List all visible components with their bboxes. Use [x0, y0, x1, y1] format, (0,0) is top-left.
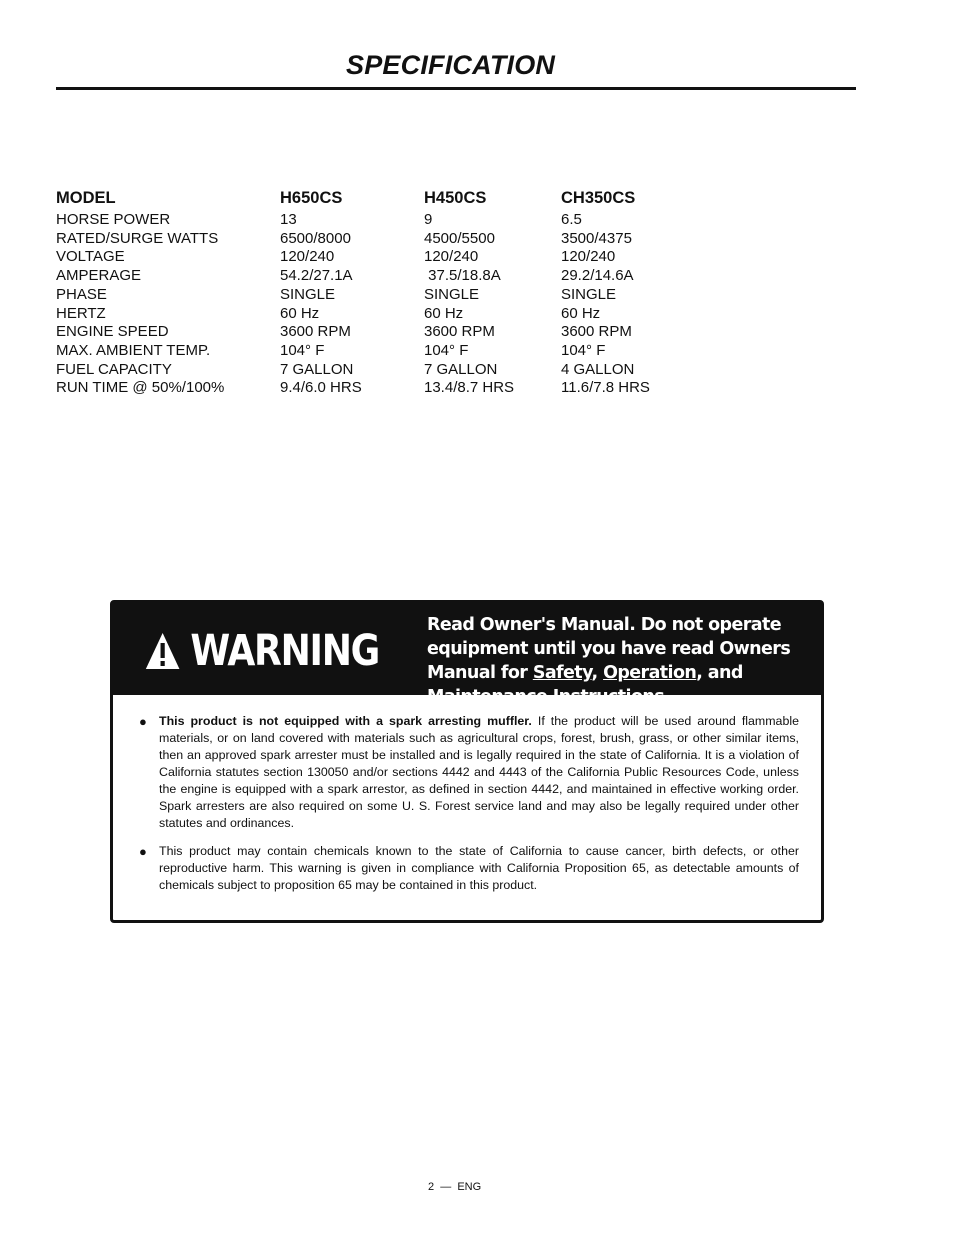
warning-message-text: Read Owner's Manual. Do not operate equipment until you have read Owners Manual for [427, 615, 791, 683]
spark-arrester-details: If the product will be used around flammable materials, or on land covered with materials such as agricultural crops, forest, brush, grass, or other similar items, then an approved spark arrester must be installed and is legally required in the state of California. It is a violation of California statutes section 130050 and/or sections 4442 and 4443 of the California Public Resources Code, unless the engine is equipped with a spark arrestor, as defined in section 4442, and maintained in effective working order. Spark arresters are also required on some U. S. Forest service land and may also be legally required under other statutes and ordinances. [159, 714, 799, 830]
warning-triangle-icon [145, 632, 180, 670]
spec-label: RUN TIME @ 50%/100% [56, 379, 225, 397]
spec-value: SINGLE [424, 285, 480, 303]
spec-value: 37.5/18.8A [424, 267, 501, 285]
spec-value: 9.4/6.0 HRS [280, 379, 362, 397]
table-header-row [56, 188, 681, 211]
spec-value: 3600 RPM [280, 323, 351, 341]
spec-value: 4500/5500 [424, 229, 495, 247]
warning-box [110, 600, 824, 923]
spec-label: PHASE [56, 285, 107, 303]
spec-value: 3500/4375 [561, 229, 632, 247]
warning-word: WARNING [190, 626, 380, 676]
spec-value: 54.2/27.1A [280, 267, 353, 285]
table-row [56, 267, 681, 286]
table-row [56, 342, 681, 361]
warning-message [427, 613, 817, 709]
spec-value: 4 GALLON [561, 360, 635, 378]
operation-reference: Operation [603, 663, 697, 683]
spec-value: 6500/8000 [280, 229, 351, 247]
spec-value: 7 GALLON [424, 360, 498, 378]
bullet-icon: ● [139, 844, 147, 859]
spec-label: VOLTAGE [56, 248, 125, 266]
spec-label: RATED/SURGE WATTS [56, 229, 219, 247]
table-row [56, 305, 681, 324]
spec-value: 120/240 [424, 248, 479, 266]
spec-value: 60 Hz [561, 304, 601, 322]
separator: , and [696, 663, 743, 683]
spec-value: 11.6/7.8 HRS [561, 379, 650, 397]
spec-value: 60 Hz [280, 304, 320, 322]
spec-value: 3600 RPM [561, 323, 632, 341]
warning-header [113, 603, 821, 707]
table-row [56, 230, 681, 249]
spec-label: HORSE POWER [56, 211, 171, 228]
maintenance-reference: Maintenance Instructions [427, 687, 665, 707]
spec-label: MAX. AMBIENT TEMP. [56, 341, 211, 359]
table-row [56, 361, 681, 380]
spec-label: AMPERAGE [56, 267, 142, 285]
page-title: SPECIFICATION [346, 50, 556, 80]
spec-value: 13 [280, 211, 297, 228]
bullet-icon: ● [139, 714, 147, 729]
safety-reference: Safety [532, 663, 592, 683]
spec-value: 104° F [424, 341, 469, 359]
warning-body [135, 713, 799, 894]
spec-value: 29.2/14.6A [561, 267, 634, 285]
separator: , [591, 663, 604, 683]
list-item [135, 713, 799, 832]
spec-value: 120/240 [280, 248, 335, 266]
table-row [56, 379, 681, 398]
spec-value: 104° F [280, 341, 325, 359]
spec-value: 9 [424, 211, 433, 228]
table-row [56, 286, 681, 305]
spec-value: 104° F [561, 341, 606, 359]
spec-value: SINGLE [280, 285, 336, 303]
separator: . [664, 687, 671, 707]
column-header: H650CS [280, 189, 343, 207]
spec-value: 13.4/8.7 HRS [424, 379, 515, 397]
warning-title [145, 626, 379, 676]
spec-value: 60 Hz [424, 304, 464, 322]
list-item [135, 843, 799, 894]
spec-value: 120/240 [561, 248, 616, 266]
spec-value: 7 GALLON [280, 360, 354, 378]
table-row [56, 211, 681, 230]
spec-value: 6.5 [561, 211, 582, 228]
column-header: MODEL [56, 189, 116, 207]
bullet-text [159, 713, 799, 832]
spec-label: FUEL CAPACITY [56, 360, 172, 378]
spark-arrester-notice: This product is not equipped with a spark arresting muffler. [159, 714, 532, 728]
table-row [56, 323, 681, 342]
spec-label: ENGINE SPEED [56, 323, 169, 341]
proposition-65-text: This product may contain chemicals known to the state of California to cause cancer, birth defects, or other reproductive harm. This warning is given in compliance with California Proposition 65, as detectable amounts of chemicals subject to proposition 65 may be contained in this product. [159, 844, 799, 892]
spec-value: 3600 RPM [424, 323, 495, 341]
page-footer: 2 — ENG [428, 1181, 482, 1193]
table-row [56, 248, 681, 267]
specification-table [56, 188, 681, 398]
title-divider [56, 87, 856, 90]
spec-value: SINGLE [561, 285, 617, 303]
spec-label: HERTZ [56, 304, 106, 322]
column-header: CH350CS [561, 189, 636, 207]
column-header: H450CS [424, 189, 487, 207]
